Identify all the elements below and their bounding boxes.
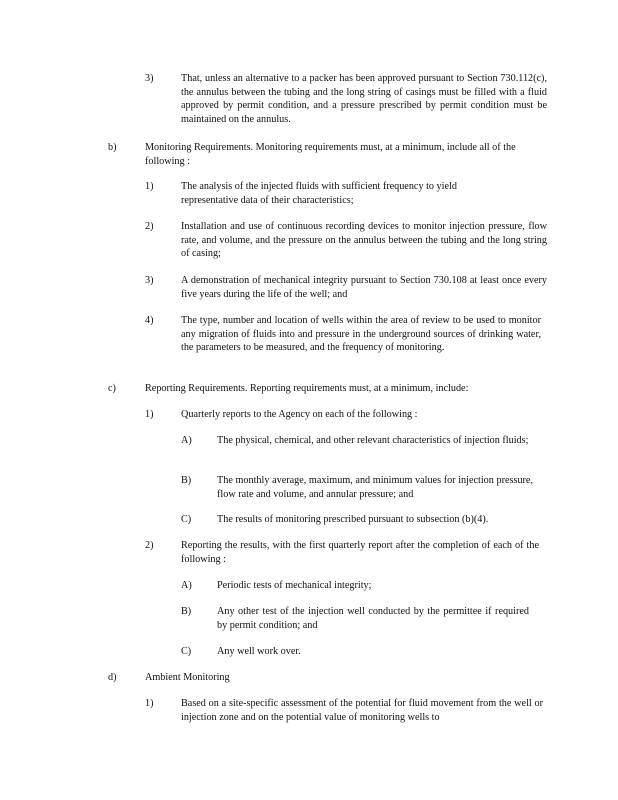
item-number: 2) bbox=[145, 540, 154, 551]
item-number: 1) bbox=[145, 409, 154, 420]
item-text: Any other test of the injection well conducted by the permittee if required by permit condition; and bbox=[217, 606, 529, 631]
item-number: 1) bbox=[145, 181, 154, 192]
item-number: 4) bbox=[145, 315, 154, 326]
item-number: 3) bbox=[145, 73, 154, 84]
item-text: Quarterly reports to the Agency on each of the following : bbox=[181, 409, 418, 420]
item-text: The type, number and location of wells within the area of review to be used to monitor any migration of fluids into and pressure in the underground sources of drinking water, the parameters to be measured, and the frequency of monitoring. bbox=[181, 315, 541, 354]
item-text: The analysis of the injected fluids with sufficient frequency to yield representative data of their characteristics; bbox=[181, 181, 457, 206]
item-number: 2) bbox=[145, 221, 154, 232]
item-text: The monthly average, maximum, and minimum values for injection pressure, flow rate and volume, and annular pressure; and bbox=[217, 475, 533, 500]
item-text: Any well work over. bbox=[217, 646, 301, 657]
item-letter: C) bbox=[181, 514, 192, 525]
item-letter: B) bbox=[181, 475, 192, 486]
item-letter: B) bbox=[181, 606, 192, 617]
item-letter: A) bbox=[181, 435, 192, 446]
item-text: Installation and use of continuous recording devices to monitor injection pressure, flow rate, and volume, and the pressure on the annulus between the tubing and the long string of casing; bbox=[181, 221, 547, 260]
item-text: A demonstration of mechanical integrity pursuant to Section 730.108 at least once every five years during the life of the well; and bbox=[181, 275, 547, 300]
item-text: The results of monitoring prescribed pursuant to subsection (b)(4). bbox=[217, 514, 489, 525]
item-text: Reporting the results, with the first quarterly report after the completion of each of the following : bbox=[181, 540, 539, 565]
item-text: Based on a site-specific assessment of the potential for fluid movement from the well or injection zone and on the potential value of monitoring wells to bbox=[181, 698, 543, 723]
item-letter: C) bbox=[181, 646, 192, 657]
item-letter: A) bbox=[181, 580, 192, 591]
section-letter: d) bbox=[108, 672, 117, 683]
item-text: Periodic tests of mechanical integrity; bbox=[217, 580, 372, 591]
section-text: Ambient Monitoring bbox=[145, 672, 230, 683]
item-number: 3) bbox=[145, 275, 154, 286]
item-text: That, unless an alternative to a packer has been approved pursuant to Section 730.112(c), the annulus between the tubing and the long string of casings must be filled with a fluid approved by permit condition, and a pressure prescribed by permit condition must be maintained on the annulus. bbox=[181, 73, 547, 125]
section-letter: c) bbox=[108, 383, 116, 394]
section-text: Reporting Requirements. Reporting requirements must, at a minimum, include: bbox=[145, 383, 469, 394]
item-text: The physical, chemical, and other relevant characteristics of injection fluids; bbox=[217, 435, 529, 446]
section-letter: b) bbox=[108, 142, 117, 153]
section-text: Monitoring Requirements. Monitoring requirements must, at a minimum, include all of the following : bbox=[145, 142, 516, 167]
item-number: 1) bbox=[145, 698, 154, 709]
